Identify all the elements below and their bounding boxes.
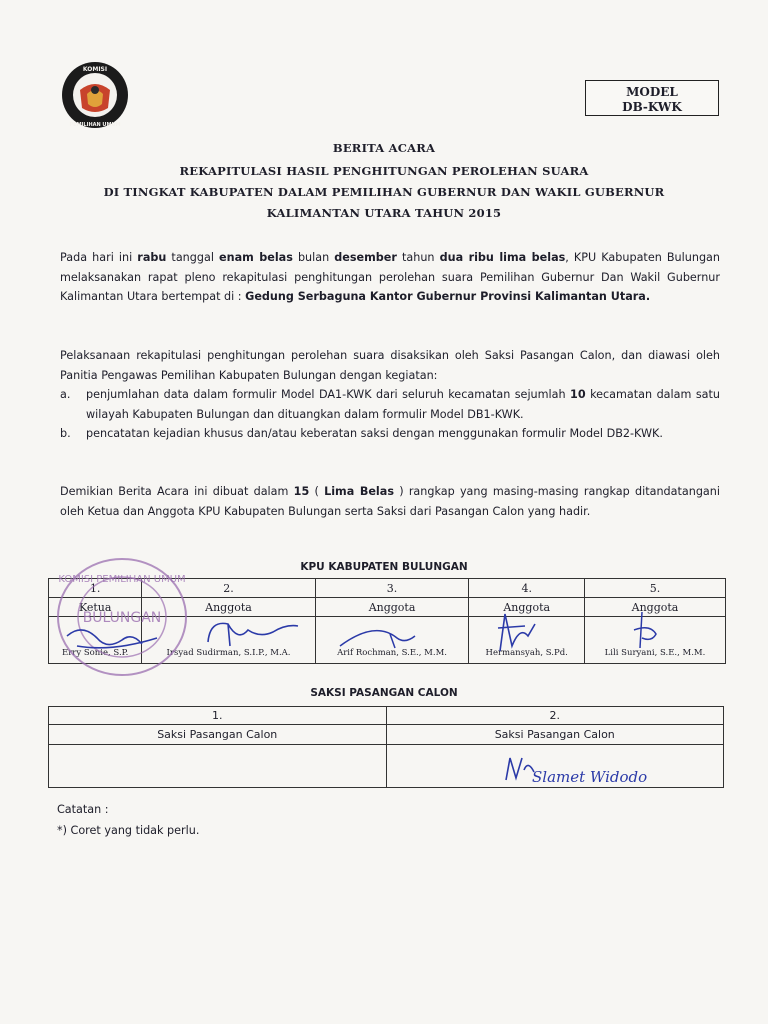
- member-name: Irsyad Sudirman, S.I.P., M.A.: [166, 648, 291, 658]
- svg-text:BULUNGAN: BULUNGAN: [82, 610, 162, 626]
- copies-count: 15: [293, 485, 310, 498]
- signature-saksi-2: [498, 750, 668, 790]
- activity-item-b: b. pencatatan kejadian khusus dan/atau keberatan saksi dengan menggunakan formulir Model DB2-KWK.: [60, 424, 720, 464]
- meeting-month: desember: [334, 251, 397, 264]
- saksi-number: 1.: [49, 707, 387, 725]
- member-name: Erry Sonie, S.P.: [62, 648, 129, 658]
- member-role: Ketua: [49, 598, 142, 617]
- member-name: Lili Suryani, S.E., M.M.: [604, 648, 706, 658]
- svg-text:KOMISI PEMILIHAN UMUM: KOMISI PEMILIHAN UMUM: [58, 574, 186, 585]
- catatan-note: *) Coret yang tidak perlu.: [57, 824, 200, 837]
- title-line-1: BERITA ACARA: [332, 141, 436, 155]
- model-code: DB-KWK: [622, 100, 682, 114]
- activity-item-a: a. penjumlahan data dalam formulir Model DA1-KWK dari seluruh kecamatan sejumlah 10 kecamatan dalam satu wilayah Kabupaten Bulungan dan dituangkan dalam formulir Model DB1-KWK.: [60, 385, 720, 425]
- signature-anggota-3: [335, 620, 425, 654]
- title-line-2: REKAPITULASI HASIL PENGHITUNGAN PEROLEHAN SUARA: [179, 164, 589, 178]
- closing-paragraph: Demikian Berita Acara ini dibuat dalam 15 ( Lima Belas ) rangkap yang masing-masing rangkap ditandatangani oleh Ketua dan Anggota KPU Kabupaten Bulungan serta Saksi dari Pasangan Calon yang hadir.: [60, 485, 720, 518]
- list-marker: b.: [60, 427, 71, 440]
- signature-anggota-2: [198, 612, 308, 656]
- member-number: 2.: [142, 579, 315, 598]
- saksi-number: 2.: [386, 707, 724, 725]
- member-number: 1.: [49, 579, 142, 598]
- official-stamp: [55, 556, 190, 678]
- district-count: 10: [570, 388, 586, 401]
- opening-paragraph: Pada hari ini rabu tanggal enam belas bulan desember tahun dua ribu lima belas, KPU Kabupaten Bulungan melaksanakan rapat pleno rekapitulasi penghitungan perolehan suara Pemilihan Gubernur Dan Wakil Gubernur Kalimantan Utara bertempat di : Gedung Serbaguna Kantor Gubernur Provinsi Kalimantan Utara.: [60, 251, 720, 303]
- model-box: [585, 80, 719, 116]
- model-label: MODEL: [626, 85, 678, 99]
- member-role: Anggota: [315, 598, 469, 617]
- copies-words: Lima Belas: [324, 485, 394, 498]
- member-role: Anggota: [142, 598, 315, 617]
- member-number: 3.: [315, 579, 469, 598]
- saksi-heading: SAKSI PASANGAN CALON: [310, 687, 458, 699]
- kpu-logo: [60, 60, 130, 130]
- catatan-label: Catatan :: [57, 803, 109, 816]
- svg-text:KOMISI: KOMISI: [82, 66, 108, 73]
- svg-text:PEMILIHAN UMUM: PEMILIHAN UMUM: [69, 122, 121, 128]
- member-role: Anggota: [469, 598, 585, 617]
- saksi-signature-cell: [49, 745, 387, 788]
- member-number: 5.: [584, 579, 725, 598]
- meeting-day: rabu: [137, 251, 167, 264]
- title-line-3: DI TINGKAT KABUPATEN DALAM PEMILIHAN GUBERNUR DAN WAKIL GUBERNUR: [103, 185, 665, 199]
- saksi-role: Saksi Pasangan Calon: [49, 725, 387, 745]
- signature-anggota-5: [620, 608, 670, 654]
- saksi-role: Saksi Pasangan Calon: [386, 725, 724, 745]
- signature-anggota-4: [480, 606, 550, 658]
- meeting-place: Gedung Serbaguna Kantor Gubernur Provinsi Kalimantan Utara.: [245, 290, 651, 303]
- signature-ketua: [62, 618, 172, 658]
- member-role: Anggota: [584, 598, 725, 617]
- meeting-date: enam belas: [219, 251, 293, 264]
- member-name: Hermansyah, S.Pd.: [485, 648, 568, 658]
- list-marker: a.: [60, 388, 71, 401]
- kpu-heading: KPU KABUPATEN BULUNGAN: [300, 561, 468, 573]
- member-number: 4.: [469, 579, 585, 598]
- meeting-year: dua ribu lima belas: [439, 251, 566, 264]
- activities-intro: Pelaksanaan rekapitulasi penghitungan perolehan suara disaksikan oleh Saksi Pasangan Calon, dan diawasi oleh Panitia Pengawas Pemilihan Kabupaten Bulungan dengan kegiatan:: [60, 349, 720, 382]
- svg-text:Slamet Widodo: Slamet Widodo: [532, 768, 648, 786]
- member-name: Arif Rochman, S.E., M.M.: [337, 648, 447, 658]
- title-line-4: KALIMANTAN UTARA TAHUN 2015: [266, 206, 502, 220]
